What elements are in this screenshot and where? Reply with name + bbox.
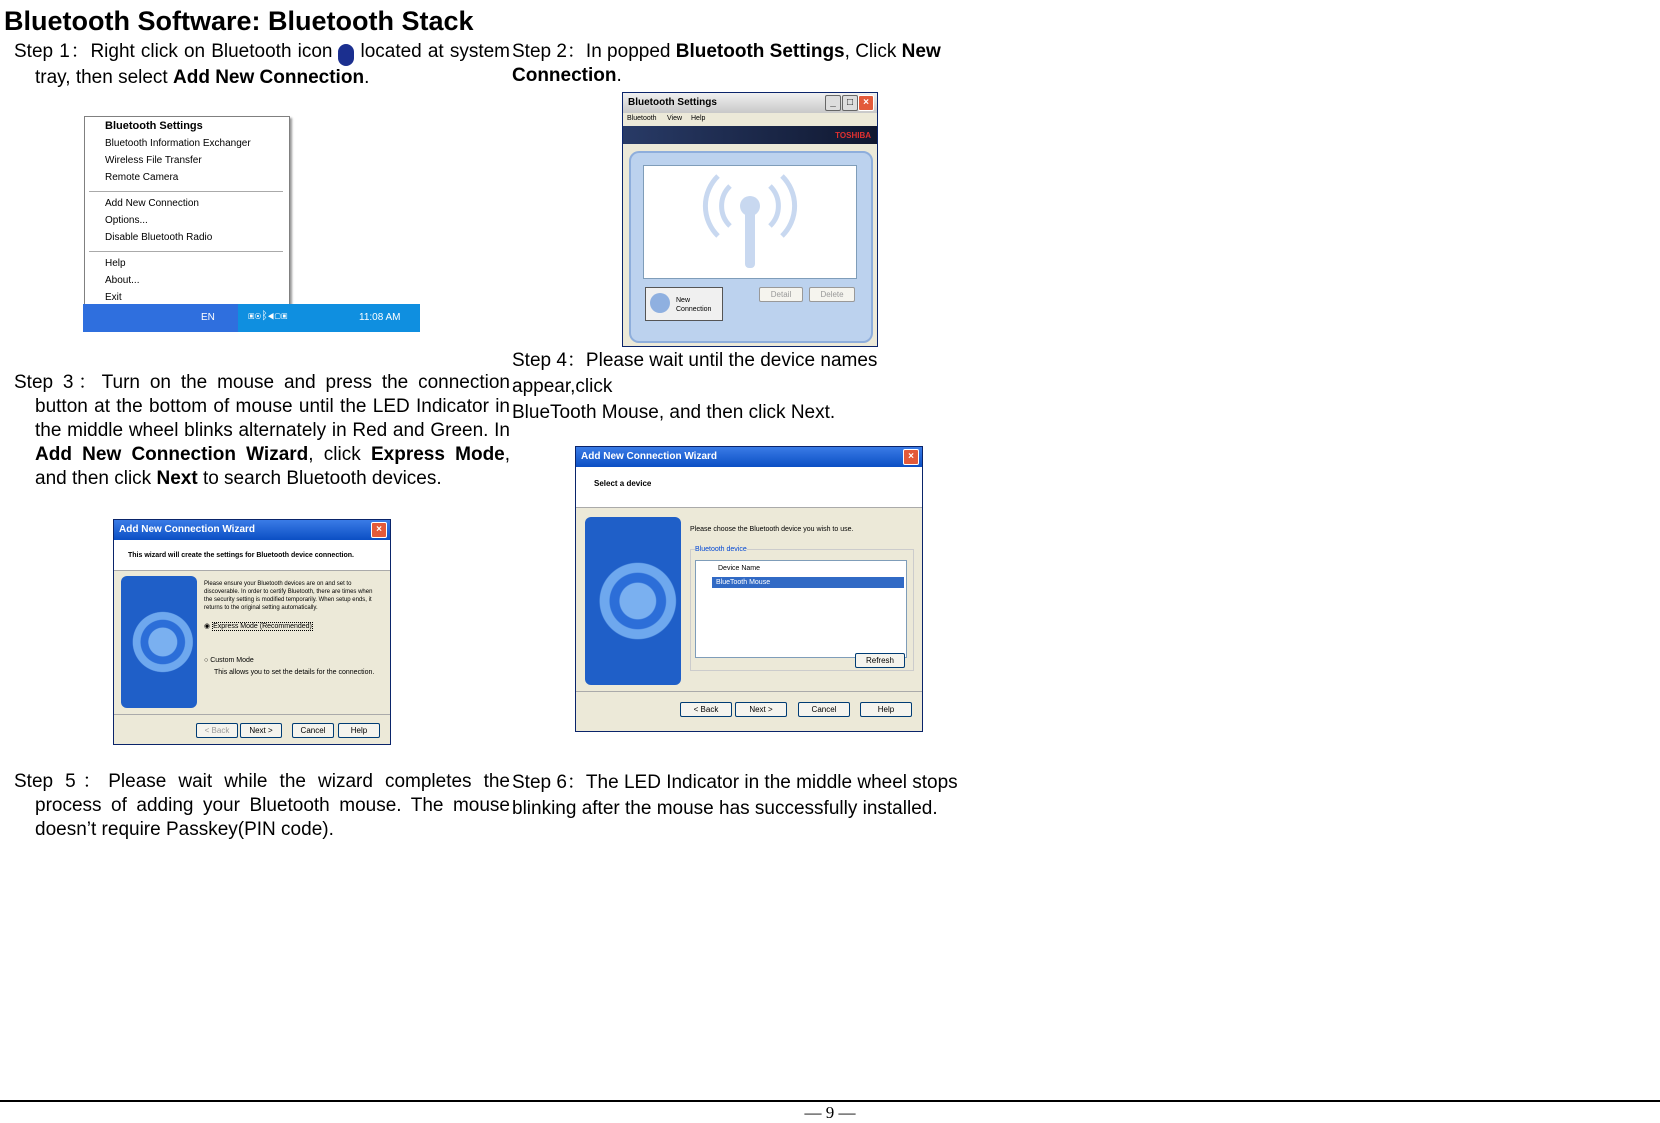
step4-line2: BlueTooth Mouse, and then click Next. bbox=[512, 402, 836, 423]
title-bar bbox=[114, 520, 390, 540]
footer-rule bbox=[0, 1100, 1660, 1102]
screenshot-wizard-express bbox=[113, 519, 391, 745]
screenshot-bluetooth-settings bbox=[622, 92, 878, 347]
tray-icons[interactable]: ▣◉ᛒ◀▢▣ bbox=[248, 310, 288, 322]
bluetooth-signal-icon bbox=[644, 166, 856, 278]
menu-item[interactable]: Disable Bluetooth Radio bbox=[105, 232, 213, 243]
menu-item[interactable]: Wireless File Transfer bbox=[105, 155, 202, 166]
wizard-header bbox=[576, 467, 922, 508]
device-list[interactable] bbox=[695, 560, 907, 658]
custom-mode-label: Custom Mode bbox=[210, 657, 254, 664]
new-connection-button[interactable] bbox=[645, 287, 723, 321]
language-indicator[interactable]: EN bbox=[201, 312, 215, 323]
custom-mode-desc: This allows you to set the details for the connection. bbox=[214, 669, 375, 676]
device-group-label: Bluetooth device bbox=[695, 546, 747, 553]
window-title: Add New Connection Wizard bbox=[581, 451, 718, 462]
next-button[interactable]: Next > bbox=[735, 702, 787, 717]
wizard-art bbox=[585, 517, 681, 685]
back-button[interactable]: < Back bbox=[196, 723, 238, 738]
minimize-icon[interactable]: _ bbox=[825, 95, 841, 111]
menu-item[interactable]: Exit bbox=[105, 292, 122, 303]
brand-logo: TOSHIBA bbox=[835, 131, 871, 140]
menu-help[interactable]: Help bbox=[691, 115, 706, 122]
clock: 11:08 AM bbox=[359, 312, 401, 323]
step4-line1: Step 4：Please wait until the device names appear,click bbox=[512, 350, 878, 397]
menu-item[interactable]: Help bbox=[105, 258, 126, 269]
next-button[interactable]: Next > bbox=[240, 723, 282, 738]
screenshot-tray-menu bbox=[84, 116, 421, 334]
wizard-header-text: This wizard will create the settings for Bluetooth device connection. bbox=[128, 552, 354, 559]
express-mode-label: Express Mode (Recommended) bbox=[213, 623, 312, 630]
device-panel bbox=[629, 151, 873, 343]
close-icon[interactable]: × bbox=[903, 449, 919, 465]
custom-mode-radio[interactable]: ○ Custom Mode bbox=[204, 657, 254, 664]
new-connection-label: New Connection bbox=[676, 297, 712, 313]
menu-item[interactable]: Add New Connection bbox=[105, 198, 199, 209]
step4-text bbox=[512, 348, 932, 426]
context-menu bbox=[84, 116, 290, 313]
device-area bbox=[643, 165, 857, 279]
window-title: Add New Connection Wizard bbox=[119, 524, 256, 535]
menu-item[interactable]: Bluetooth Settings bbox=[105, 120, 203, 132]
step3-text: Step 3：Turn on the mouse and press the connection button at the bottom of mouse until the LED Indicator in the middle wheel blinks alternately in Red and Green. In Add New Connection Wizard, click Express Mode, and then click Next to search Bluetooth devices. bbox=[14, 372, 511, 489]
help-button[interactable]: Help bbox=[338, 723, 380, 738]
device-group bbox=[690, 546, 914, 671]
menu-item[interactable]: Remote Camera bbox=[105, 172, 179, 183]
maximize-icon[interactable]: □ bbox=[842, 95, 858, 111]
back-button[interactable]: < Back bbox=[680, 702, 732, 717]
wizard-header bbox=[114, 540, 390, 571]
menu-bar bbox=[623, 113, 877, 125]
banner bbox=[623, 126, 877, 144]
delete-button[interactable]: Delete bbox=[809, 287, 855, 302]
menu-view[interactable]: View bbox=[667, 115, 683, 122]
window-title: Bluetooth Settings bbox=[628, 97, 717, 108]
step1-text: Step 1：Right click on Bluetooth iconᛒ located at system tray, then select Add New Connection. bbox=[14, 41, 511, 88]
title-bar bbox=[576, 447, 922, 467]
bluetooth-icon: ᛒ bbox=[338, 44, 354, 66]
new-connection-icon bbox=[650, 293, 670, 313]
express-mode-radio[interactable]: ◉ Express Mode (Recommended) bbox=[204, 623, 312, 630]
page-number: — 9 — bbox=[804, 1103, 856, 1122]
cancel-button[interactable]: Cancel bbox=[798, 702, 850, 717]
cancel-button[interactable]: Cancel bbox=[292, 723, 334, 738]
wizard-instructions: Please ensure your Bluetooth devices are on and set to discoverable. In order to certify Bluetooth, there are times when the security setting is modified temporarily. When setup ends, it returns to the original setting automatically. bbox=[204, 581, 373, 611]
menu-bluetooth[interactable]: Bluetooth bbox=[627, 115, 657, 122]
taskbar bbox=[83, 304, 420, 332]
screenshot-wizard-select-device bbox=[575, 446, 923, 732]
step2-text: Step 2：In popped Bluetooth Settings, Click New Connection. bbox=[512, 41, 941, 86]
menu-item[interactable]: Options... bbox=[105, 215, 148, 226]
title-bar bbox=[623, 93, 877, 113]
close-icon[interactable]: × bbox=[858, 95, 874, 111]
menu-item[interactable]: About... bbox=[105, 275, 140, 286]
help-button[interactable]: Help bbox=[860, 702, 912, 717]
step5-text: Step 5：Please wait while the wizard completes the process of adding your Bluetooth mouse. The mouse doesn’t require Passkey(PIN code). bbox=[14, 771, 510, 840]
refresh-button[interactable]: Refresh bbox=[855, 653, 905, 668]
device-row[interactable] bbox=[712, 577, 904, 588]
close-icon[interactable]: × bbox=[371, 522, 387, 538]
step6-text: Step 6：The LED Indicator in the middle wheel stops blinking after the mouse has successfully installed. bbox=[512, 772, 958, 819]
menu-item[interactable]: Bluetooth Information Exchanger bbox=[105, 138, 251, 149]
wizard-art bbox=[121, 576, 197, 708]
wizard-header-text: Select a device bbox=[594, 479, 652, 488]
column-device-name[interactable]: Device Name bbox=[718, 565, 761, 572]
device-name: BlueTooth Mouse bbox=[716, 579, 771, 586]
device-prompt: Please choose the Bluetooth device you wish to use. bbox=[690, 526, 854, 533]
page-heading: Bluetooth Software: Bluetooth Stack bbox=[4, 6, 474, 36]
detail-button[interactable]: Detail bbox=[759, 287, 803, 302]
